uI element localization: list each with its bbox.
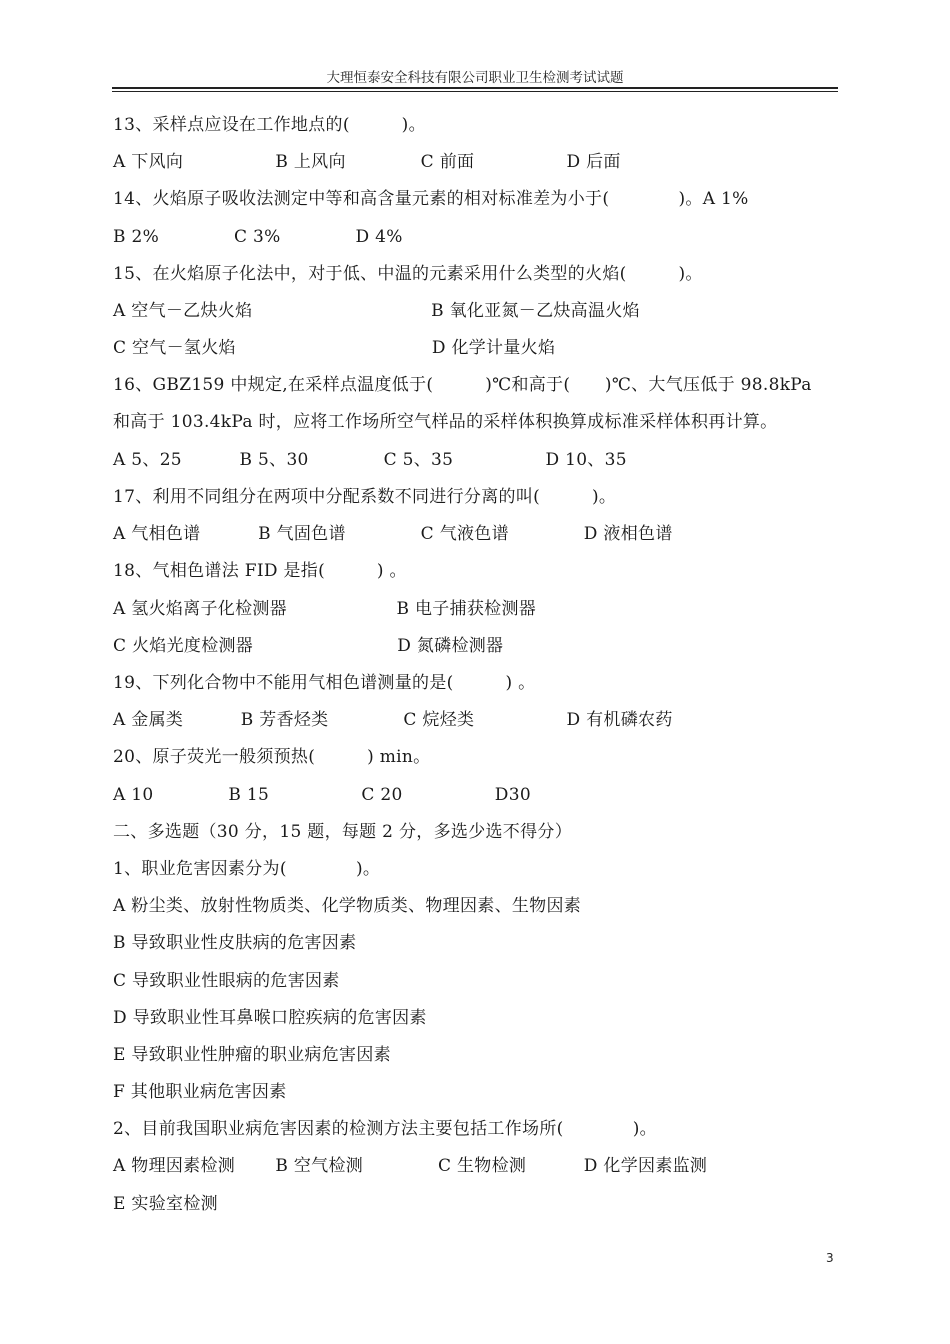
header-rule-thin [112,91,838,92]
text-line: A 空气－乙炔火焰 B 氧化亚氮－乙炔高温火焰 [113,301,640,321]
text-line: 1、职业危害因素分为( )。 [113,859,381,879]
text-line: 二、多选题（30 分，15 题，每题 2 分，多选少选不得分） [113,822,572,842]
header-rule-thick [112,87,838,89]
text-line: 15、在火焰原子化法中，对于低、中温的元素采用什么类型的火焰( )。 [113,264,703,284]
text-line: B 2% C 3% D 4% [113,227,403,247]
text-line: 18、气相色谱法 FID 是指( ) 。 [113,561,407,581]
text-line: F 其他职业病危害因素 [113,1082,287,1102]
text-line: B 导致职业性皮肤病的危害因素 [113,933,357,953]
text-line: A 5、25 B 5、30 C 5、35 D 10、35 [113,450,627,470]
text-line: 2、目前我国职业病危害因素的检测方法主要包括工作场所( )。 [113,1119,657,1139]
text-line: C 火焰光度检测器 D 氮磷检测器 [113,636,504,656]
text-line: A 下风向 B 上风向 C 前面 D 后面 [113,152,621,172]
text-line: A 气相色谱 B 气固色谱 C 气液色谱 D 液相色谱 [113,524,673,544]
text-line: A 10 B 15 C 20 D30 [113,785,531,805]
text-line: A 金属类 B 芳香烃类 C 烷烃类 D 有机磷农药 [113,710,673,730]
text-line: 14、火焰原子吸收法测定中等和高含量元素的相对标准差为小于( )。A 1% [113,189,749,209]
text-line: C 空气－氢火焰 D 化学计量火焰 [113,338,556,358]
text-line: 16、GBZ159 中规定,在采样点温度低于( )℃和高于( )℃、大气压低于 98.8kPa [113,375,812,395]
text-line: E 导致职业性肿瘤的职业病危害因素 [113,1045,391,1065]
text-line: D 导致职业性耳鼻喉口腔疾病的危害因素 [113,1008,427,1028]
text-line: 13、采样点应设在工作地点的( )。 [113,115,426,135]
text-line: 和高于 103.4kPa 时，应将工作场所空气样品的采样体积换算成标准采样体积再计算。 [113,412,778,432]
page-number: 3 [826,1251,834,1265]
text-line: A 粉尘类、放射性物质类、化学物质类、物理因素、生物因素 [113,896,582,916]
text-line: 17、利用不同组分在两项中分配系数不同进行分离的叫( )。 [113,487,617,507]
text-line: 20、原子荧光一般须预热( ) min。 [113,747,431,767]
document-header: 大理恒泰安全科技有限公司职业卫生检测考试试题 [326,70,624,86]
text-line: C 导致职业性眼病的危害因素 [113,971,340,991]
text-line: A 物理因素检测 B 空气检测 C 生物检测 D 化学因素监测 [113,1156,708,1176]
text-line: A 氢火焰离子化检测器 B 电子捕获检测器 [113,599,537,619]
text-line: 19、下列化合物中不能用气相色谱测量的是( ) 。 [113,673,536,693]
text-line: E 实验室检测 [113,1194,218,1214]
